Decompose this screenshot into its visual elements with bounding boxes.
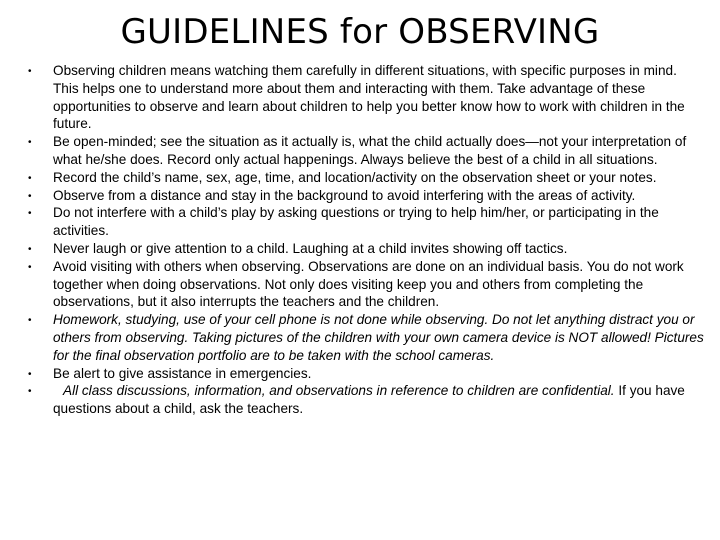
bullet-icon: • [28,190,32,202]
list-item [24,169,704,187]
bullet-icon: • [28,368,32,380]
bullet-text: Avoid visiting with others when observing. Observations are done on an individual basis. You do not work together when doing observations. Not only does visiting keep you and others from completing the observations, but it also interrupts the teachers and the children. [53,258,684,310]
list-item [24,133,704,169]
bullet-icon: • [28,315,32,327]
list-item [24,311,704,364]
list-item [24,62,704,133]
bullet-icon: • [28,261,32,273]
slide-title: GUIDELINES for OBSERVING [120,12,600,52]
list-item [24,258,704,311]
list-item [24,204,704,240]
ask-teachers-text: If you have questions about a child, ask the teachers. [53,383,685,417]
list-item [24,240,704,258]
bullet-text: Be open-minded; see the situation as it actually is, what the child actually does—not your interpretation of what he/she does. Record only actual happenings. Always believe the best of a child in all situations. [53,134,687,167]
guidelines-list [24,62,704,418]
bullet-icon: • [28,137,32,149]
bullet-text: Be alert to give assistance in emergencies. [53,365,312,381]
bullet-icon: • [28,243,32,255]
bullet-text: Observe from a distance and stay in the background to avoid interfering with the areas of activity. [53,187,636,203]
bullet-text: Do not interfere with a child’s play by asking questions or trying to help him/her, or participating in the activities. [53,205,659,239]
confidential-italic-text: All class discussions, information, and observations in reference to children are confidential. [63,383,615,399]
list-item [24,382,704,418]
bullet-icon: • [28,66,32,77]
list-item [24,365,704,383]
bullet-text: Never laugh or give attention to a child. Laughing at a child invites showing off tactics. [53,240,568,256]
list-item [24,187,704,205]
bullet-icon: • [28,208,32,220]
bullet-text-mixed [53,382,704,418]
bullet-text: Observing children means watching them carefully in different situations, with specific purposes in mind. This helps one to understand more about them and interacting with them. Take advantage of these opportunities to observe and learn about children to help you better know how to work with children in the future. [53,63,685,132]
bullet-icon: • [28,386,32,398]
bullet-text-italic: Homework, studying, use of your cell phone is not done while observing. Do not let anything distract you or others from observing. Taking pictures of the children with your own camera device is NOT allowed! Pictures for the final observation portfolio are to be taken with the school cameras. [53,312,704,363]
bullet-text: Record the child’s name, sex, age, time, and location/activity on the observation sheet or your notes. [53,169,657,185]
bullet-icon: • [28,172,32,184]
